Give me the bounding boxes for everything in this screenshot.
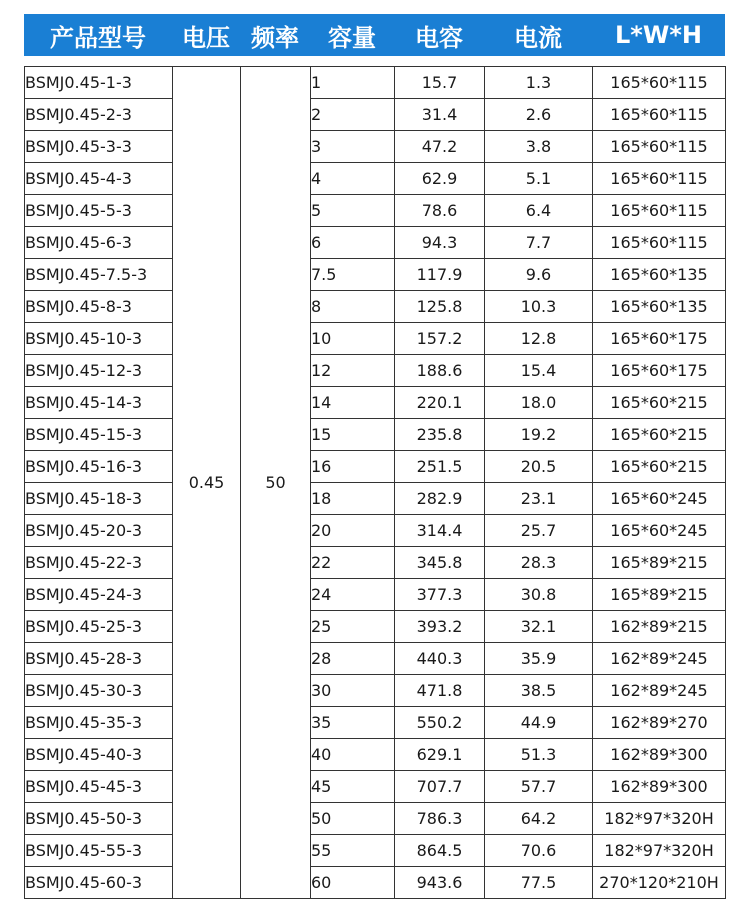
cell-capacity: 6 <box>311 227 395 259</box>
table-row <box>25 803 726 835</box>
cell-model: BSMJ0.45-60-3 <box>25 867 173 899</box>
cell-capacitance: 393.2 <box>395 611 485 643</box>
cell-capacity: 35 <box>311 707 395 739</box>
cell-current: 9.6 <box>485 259 593 291</box>
cell-model: BSMJ0.45-28-3 <box>25 643 173 675</box>
cell-model: BSMJ0.45-35-3 <box>25 707 173 739</box>
table-row <box>25 163 726 195</box>
cell-model: BSMJ0.45-20-3 <box>25 515 173 547</box>
cell-capacitance: 786.3 <box>395 803 485 835</box>
cell-current: 23.1 <box>485 483 593 515</box>
table-row <box>25 355 726 387</box>
cell-current: 44.9 <box>485 707 593 739</box>
cell-model: BSMJ0.45-15-3 <box>25 419 173 451</box>
cell-dimensions: 165*60*115 <box>593 67 726 99</box>
cell-current: 5.1 <box>485 163 593 195</box>
cell-capacitance: 550.2 <box>395 707 485 739</box>
cell-capacity: 8 <box>311 291 395 323</box>
cell-model: BSMJ0.45-2-3 <box>25 99 173 131</box>
cell-model: BSMJ0.45-3-3 <box>25 131 173 163</box>
header-capacitance: 电容 <box>415 23 463 52</box>
cell-capacitance: 864.5 <box>395 835 485 867</box>
cell-capacitance: 62.9 <box>395 163 485 195</box>
table-row <box>25 483 726 515</box>
cell-current: 25.7 <box>485 515 593 547</box>
cell-capacity: 20 <box>311 515 395 547</box>
cell-dimensions: 165*89*215 <box>593 547 726 579</box>
cell-dimensions: 165*60*115 <box>593 195 726 227</box>
cell-capacity: 2 <box>311 99 395 131</box>
cell-capacity: 24 <box>311 579 395 611</box>
cell-capacitance: 440.3 <box>395 643 485 675</box>
cell-model: BSMJ0.45-18-3 <box>25 483 173 515</box>
cell-current: 18.0 <box>485 387 593 419</box>
cell-capacitance: 251.5 <box>395 451 485 483</box>
cell-capacitance: 117.9 <box>395 259 485 291</box>
cell-dimensions: 165*60*175 <box>593 355 726 387</box>
cell-capacity: 18 <box>311 483 395 515</box>
cell-dimensions: 182*97*320H <box>593 803 726 835</box>
cell-dimensions: 182*97*320H <box>593 835 726 867</box>
cell-dimensions: 165*60*115 <box>593 227 726 259</box>
cell-capacity: 5 <box>311 195 395 227</box>
cell-current: 35.9 <box>485 643 593 675</box>
table-row <box>25 547 726 579</box>
header-dimensions: L*W*H <box>615 21 702 49</box>
cell-model: BSMJ0.45-55-3 <box>25 835 173 867</box>
cell-dimensions: 162*89*300 <box>593 771 726 803</box>
cell-current: 19.2 <box>485 419 593 451</box>
cell-current: 7.7 <box>485 227 593 259</box>
cell-current: 15.4 <box>485 355 593 387</box>
cell-model: BSMJ0.45-8-3 <box>25 291 173 323</box>
cell-capacity: 28 <box>311 643 395 675</box>
table-row <box>25 867 726 899</box>
table-row <box>25 835 726 867</box>
cell-dimensions: 165*89*215 <box>593 579 726 611</box>
table-row <box>25 611 726 643</box>
table-row <box>25 643 726 675</box>
cell-current: 51.3 <box>485 739 593 771</box>
cell-dimensions: 165*60*215 <box>593 387 726 419</box>
cell-dimensions: 162*89*215 <box>593 611 726 643</box>
table-row <box>25 291 726 323</box>
spec-table <box>24 14 725 899</box>
cell-capacity: 15 <box>311 419 395 451</box>
cell-current: 64.2 <box>485 803 593 835</box>
cell-model: BSMJ0.45-14-3 <box>25 387 173 419</box>
table-row <box>25 67 726 99</box>
cell-dimensions: 162*89*270 <box>593 707 726 739</box>
table-row <box>25 387 726 419</box>
cell-capacitance: 94.3 <box>395 227 485 259</box>
cell-dimensions: 165*60*115 <box>593 131 726 163</box>
cell-capacitance: 157.2 <box>395 323 485 355</box>
header-frequency: 频率 <box>251 23 299 52</box>
cell-capacitance: 31.4 <box>395 99 485 131</box>
table-row <box>25 675 726 707</box>
cell-capacity: 22 <box>311 547 395 579</box>
cell-capacity: 25 <box>311 611 395 643</box>
cell-capacity: 12 <box>311 355 395 387</box>
spec-grid <box>24 66 726 899</box>
cell-capacitance: 235.8 <box>395 419 485 451</box>
cell-capacity: 10 <box>311 323 395 355</box>
cell-capacity: 3 <box>311 131 395 163</box>
cell-current: 12.8 <box>485 323 593 355</box>
cell-capacitance: 471.8 <box>395 675 485 707</box>
cell-dimensions: 165*60*215 <box>593 451 726 483</box>
cell-capacity: 45 <box>311 771 395 803</box>
cell-dimensions: 165*60*135 <box>593 259 726 291</box>
table-row <box>25 419 726 451</box>
table-row <box>25 579 726 611</box>
cell-dimensions: 165*60*115 <box>593 163 726 195</box>
cell-model: BSMJ0.45-7.5-3 <box>25 259 173 291</box>
table-row <box>25 99 726 131</box>
cell-model: BSMJ0.45-30-3 <box>25 675 173 707</box>
cell-model: BSMJ0.45-4-3 <box>25 163 173 195</box>
cell-model: BSMJ0.45-10-3 <box>25 323 173 355</box>
header-capacity: 容量 <box>328 23 376 52</box>
table-row <box>25 259 726 291</box>
cell-dimensions: 270*120*210H <box>593 867 726 899</box>
cell-voltage: 0.45 <box>173 67 241 899</box>
cell-current: 1.3 <box>485 67 593 99</box>
cell-capacity: 40 <box>311 739 395 771</box>
cell-dimensions: 165*60*135 <box>593 291 726 323</box>
cell-capacitance: 47.2 <box>395 131 485 163</box>
cell-model: BSMJ0.45-1-3 <box>25 67 173 99</box>
cell-capacitance: 125.8 <box>395 291 485 323</box>
cell-current: 6.4 <box>485 195 593 227</box>
cell-capacitance: 314.4 <box>395 515 485 547</box>
cell-current: 2.6 <box>485 99 593 131</box>
cell-current: 57.7 <box>485 771 593 803</box>
cell-dimensions: 162*89*245 <box>593 643 726 675</box>
cell-dimensions: 165*60*245 <box>593 483 726 515</box>
table-header <box>24 14 725 56</box>
cell-capacity: 7.5 <box>311 259 395 291</box>
header-current: 电流 <box>514 23 562 52</box>
table-row <box>25 707 726 739</box>
cell-model: BSMJ0.45-40-3 <box>25 739 173 771</box>
table-row <box>25 515 726 547</box>
cell-current: 70.6 <box>485 835 593 867</box>
cell-dimensions: 165*60*215 <box>593 419 726 451</box>
cell-current: 38.5 <box>485 675 593 707</box>
cell-dimensions: 162*89*245 <box>593 675 726 707</box>
cell-model: BSMJ0.45-25-3 <box>25 611 173 643</box>
header-model: 产品型号 <box>50 23 146 52</box>
cell-current: 28.3 <box>485 547 593 579</box>
cell-dimensions: 165*60*245 <box>593 515 726 547</box>
cell-capacity: 55 <box>311 835 395 867</box>
cell-frequency: 50 <box>241 67 311 899</box>
cell-capacitance: 629.1 <box>395 739 485 771</box>
cell-model: BSMJ0.45-50-3 <box>25 803 173 835</box>
cell-capacity: 14 <box>311 387 395 419</box>
cell-capacity: 30 <box>311 675 395 707</box>
cell-model: BSMJ0.45-6-3 <box>25 227 173 259</box>
table-row <box>25 739 726 771</box>
table-row <box>25 771 726 803</box>
cell-capacitance: 377.3 <box>395 579 485 611</box>
cell-capacitance: 78.6 <box>395 195 485 227</box>
cell-capacity: 16 <box>311 451 395 483</box>
cell-current: 32.1 <box>485 611 593 643</box>
table-row <box>25 195 726 227</box>
header-voltage: 电压 <box>182 23 230 52</box>
cell-capacity: 1 <box>311 67 395 99</box>
table-row <box>25 323 726 355</box>
cell-capacitance: 15.7 <box>395 67 485 99</box>
cell-capacity: 4 <box>311 163 395 195</box>
cell-model: BSMJ0.45-5-3 <box>25 195 173 227</box>
table-row <box>25 227 726 259</box>
cell-current: 3.8 <box>485 131 593 163</box>
cell-model: BSMJ0.45-45-3 <box>25 771 173 803</box>
cell-current: 30.8 <box>485 579 593 611</box>
cell-current: 20.5 <box>485 451 593 483</box>
cell-capacitance: 220.1 <box>395 387 485 419</box>
cell-capacitance: 707.7 <box>395 771 485 803</box>
cell-dimensions: 162*89*300 <box>593 739 726 771</box>
cell-dimensions: 165*60*115 <box>593 99 726 131</box>
cell-capacitance: 345.8 <box>395 547 485 579</box>
table-row <box>25 451 726 483</box>
cell-capacitance: 943.6 <box>395 867 485 899</box>
cell-dimensions: 165*60*175 <box>593 323 726 355</box>
cell-model: BSMJ0.45-12-3 <box>25 355 173 387</box>
cell-capacitance: 282.9 <box>395 483 485 515</box>
table-row <box>25 131 726 163</box>
cell-capacity: 50 <box>311 803 395 835</box>
cell-current: 77.5 <box>485 867 593 899</box>
cell-current: 10.3 <box>485 291 593 323</box>
cell-model: BSMJ0.45-22-3 <box>25 547 173 579</box>
cell-model: BSMJ0.45-16-3 <box>25 451 173 483</box>
cell-capacitance: 188.6 <box>395 355 485 387</box>
cell-capacity: 60 <box>311 867 395 899</box>
cell-model: BSMJ0.45-24-3 <box>25 579 173 611</box>
